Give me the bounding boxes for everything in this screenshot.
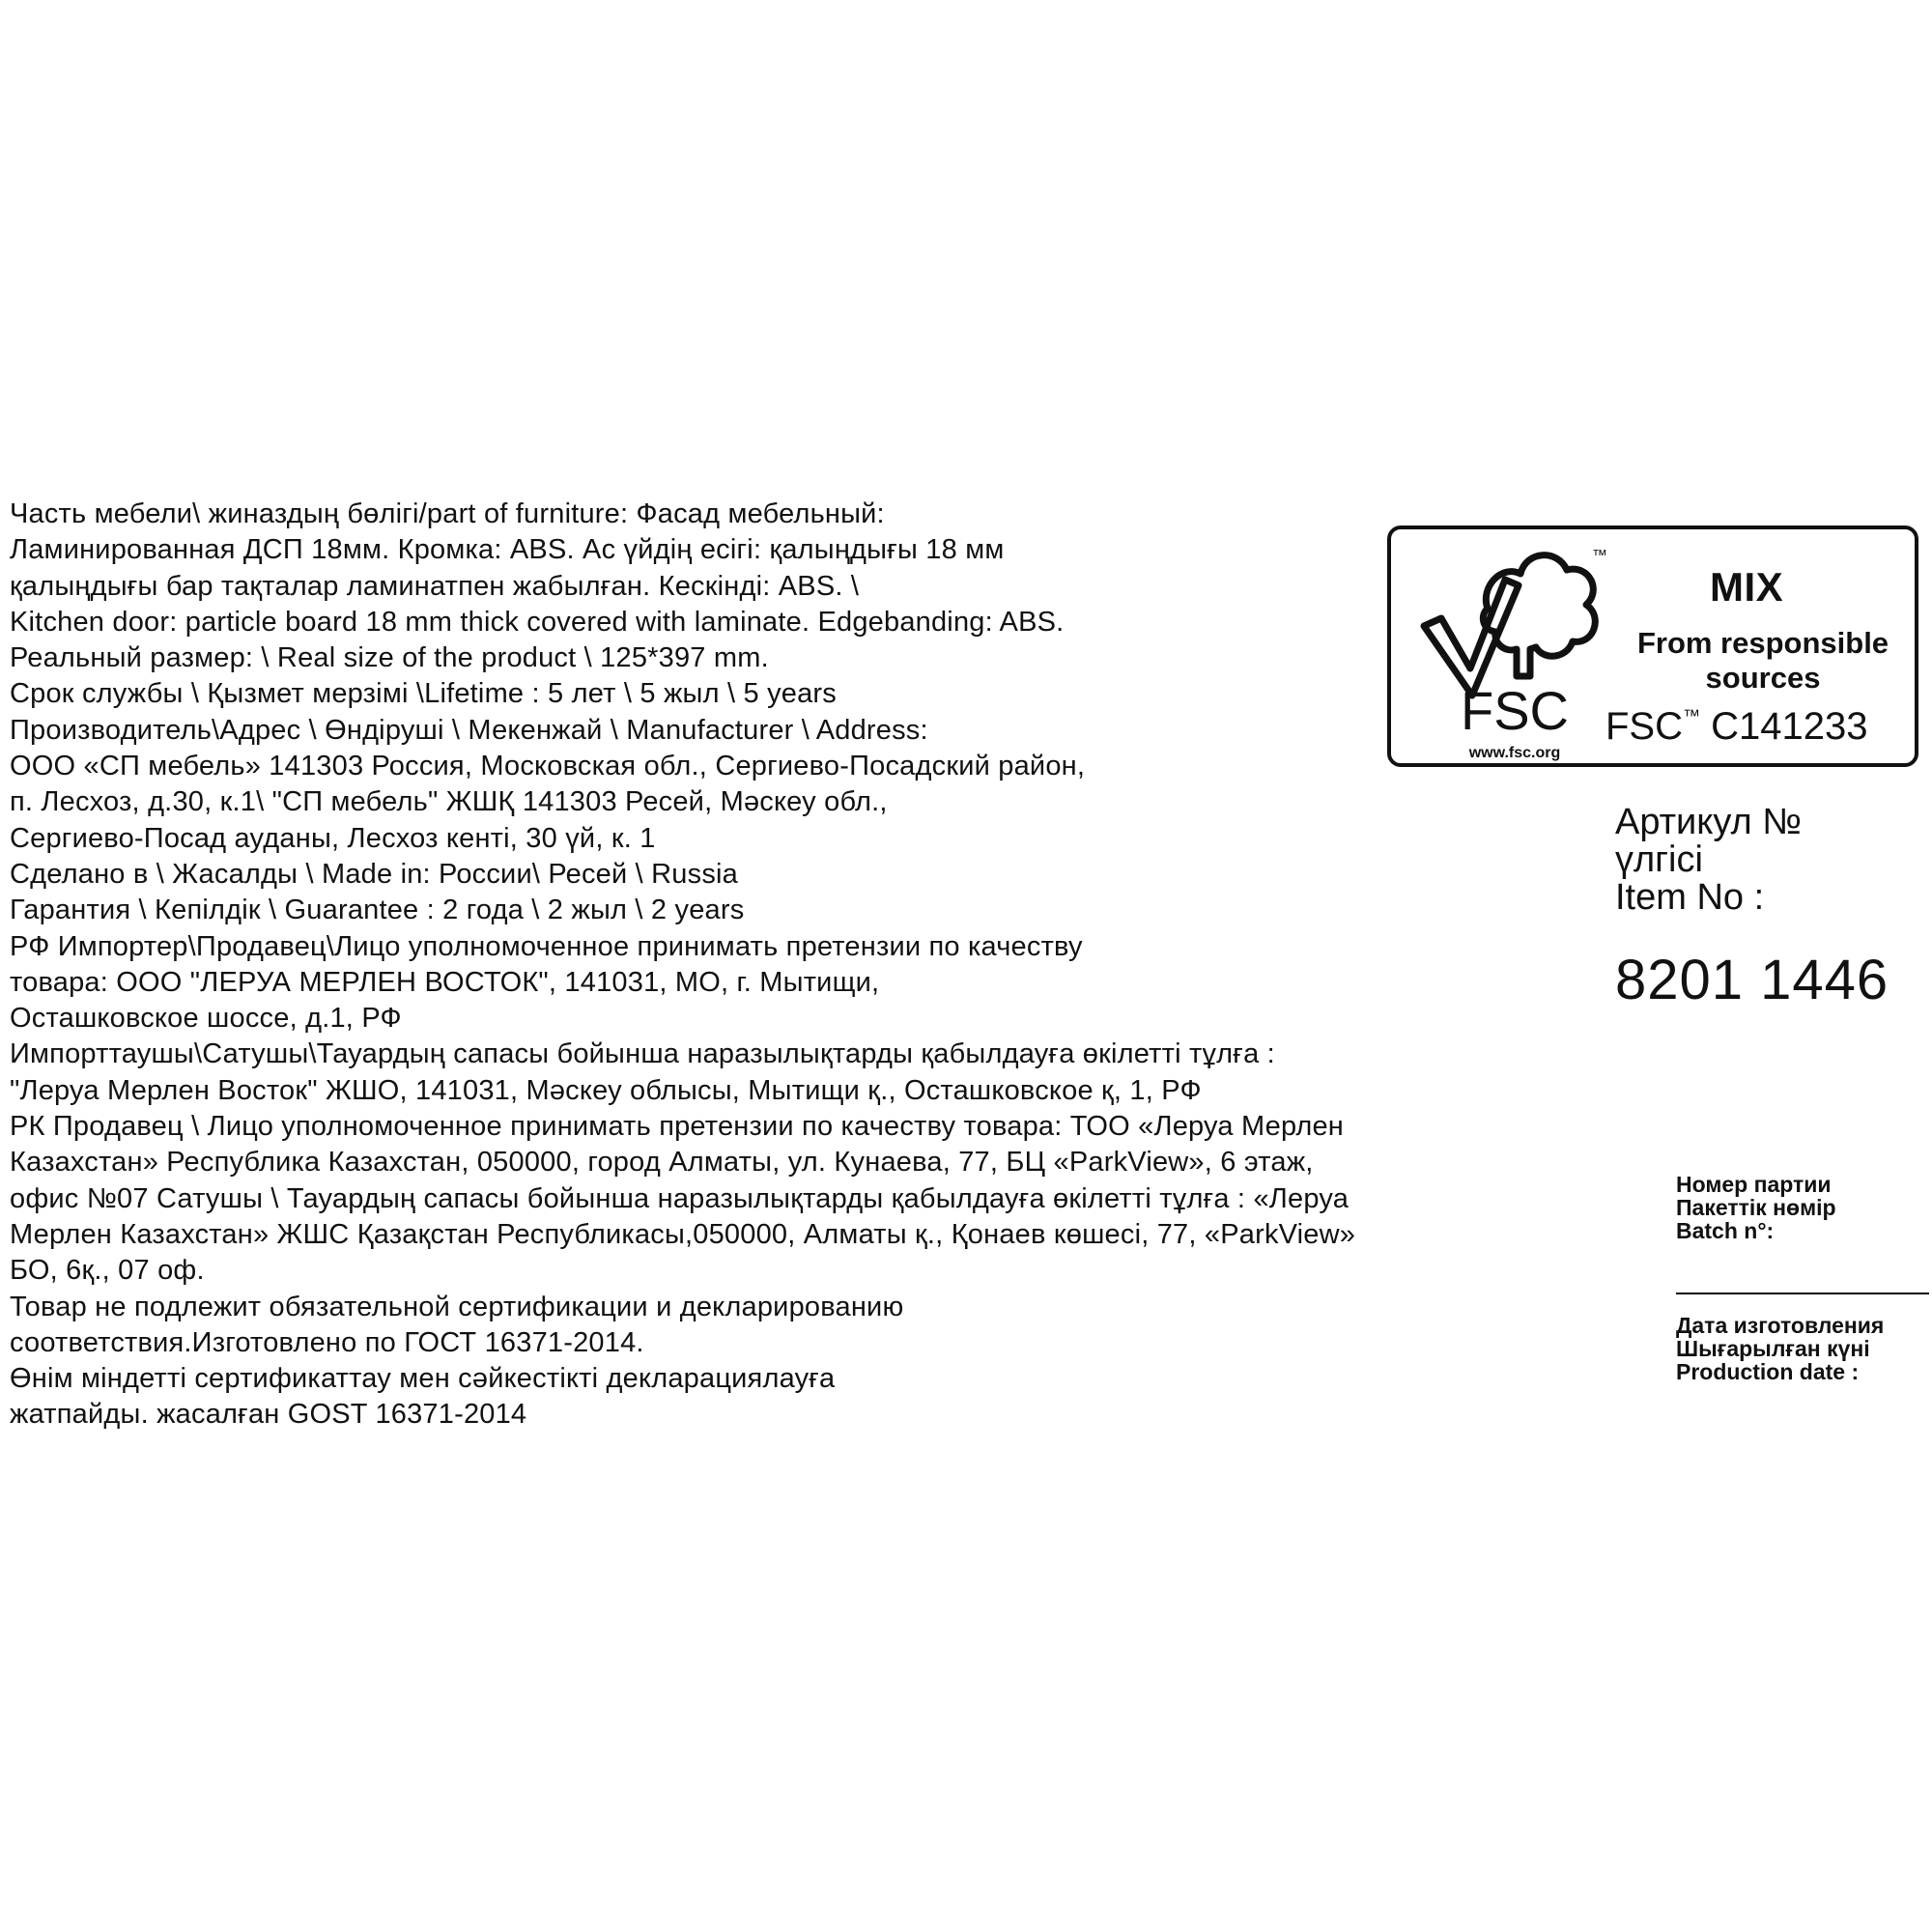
text-line: жатпайды. жасалған GOST 16371-2014 bbox=[10, 1399, 527, 1431]
text-line: Сделано в \ Жасалды \ Made in: России\ Ресей \ Russia bbox=[10, 858, 739, 890]
production-label-ru: Дата изготовления bbox=[1676, 1313, 1885, 1338]
text-line: Товар не подлежит обязательной сертификации и декларированию bbox=[10, 1291, 904, 1322]
item-label-ru: Артикул № bbox=[1615, 802, 1802, 842]
text-line: Мерлен Казахстан» ЖШС Қазақстан Республикасы,050000, Алматы қ., Қонаев көшесі, 77, «ParkView» bbox=[10, 1218, 1356, 1250]
text-line: "Леруа Мерлен Восток" ЖШО, 141031, Мәскеу облысы, Мытищи қ., Осташковское қ, 1, РФ bbox=[10, 1074, 1202, 1106]
text-line: РФ Импортер\Продавец\Лицо уполномоченное принимать претензии по качеству bbox=[10, 930, 1083, 962]
production-date-block bbox=[1676, 1314, 1884, 1383]
text-line: қалыңдығы бар тақталар ламинатпен жабылған. Кескінді: ABS. \ bbox=[10, 570, 860, 602]
production-label-en: Production date : bbox=[1676, 1359, 1860, 1384]
text-line: Kitchen door: particle board 18 mm thick covered with laminate. Edgebanding: ABS. bbox=[10, 606, 1065, 638]
fsc-claim: From responsible sources bbox=[1636, 626, 1889, 695]
fsc-license-code bbox=[1605, 705, 1868, 749]
fsc-license-number: C141233 bbox=[1711, 705, 1868, 748]
fsc-website: www.fsc.org bbox=[1468, 745, 1561, 761]
production-label-kz: Шығарылған күні bbox=[1676, 1336, 1870, 1361]
text-line: Реальный размер: \ Real size of the product \ 125*397 mm. bbox=[10, 642, 769, 674]
batch-label-en: Batch n°: bbox=[1676, 1218, 1775, 1243]
item-number: 8201 1446 bbox=[1615, 949, 1889, 1011]
batch-underline bbox=[1676, 1293, 1929, 1294]
batch-label-ru: Номер партии bbox=[1676, 1172, 1832, 1197]
fsc-license-trademark: ™ bbox=[1683, 706, 1700, 725]
text-line: РК Продавец \ Лицо уполномоченное принимать претензии по качеству товара: ТОО «Леруа Мерлен bbox=[10, 1111, 1345, 1143]
text-line: п. Лесхоз, д.30, к.1\ "СП мебель" ЖШҚ 141303 Ресей, Мәскеу обл., bbox=[10, 786, 888, 818]
batch-label-kz: Пакеттік нөмір bbox=[1676, 1195, 1836, 1220]
text-line: БО, 6қ., 07 оф. bbox=[10, 1255, 205, 1287]
fsc-tree-checkmark-icon bbox=[1412, 541, 1605, 763]
fsc-certification-box bbox=[1387, 526, 1918, 767]
text-line: Срок службы \ Қызмет мерзімі \Lifetime : 5 лет \ 5 жыл \ 5 years bbox=[10, 678, 837, 710]
text-line: офис №07 Сатушы \ Тауардың сапасы бойынша наразылықтарды қабылдауға өкілетті тұлға : «Леруа bbox=[10, 1182, 1350, 1214]
text-line: Производитель\Адрес \ Өндіруші \ Мекенжай \ Manufacturer \ Address: bbox=[10, 714, 928, 746]
text-line: Гарантия \ Кепілдік \ Guarantee : 2 года \ 2 жыл \ 2 years bbox=[10, 895, 745, 926]
text-line: товара: ООО "ЛЕРУА МЕРЛЕН ВОСТОК", 141031, МО, г. Мытищи, bbox=[10, 966, 880, 998]
text-line: Ламинированная ДСП 18мм. Кромка: ABS. Ас үйдің есігі: қалыңдығы 18 мм bbox=[10, 534, 1005, 566]
text-line: Өнім міндетті сертификаттау мен сәйкестікті декларациялауға bbox=[10, 1363, 836, 1395]
text-line: Часть мебели\ жиназдың бөлігі/part of furniture: Фасад мебельный: bbox=[10, 498, 885, 529]
text-line: Импорттаушы\Сатушы\Тауардың сапасы бойынша наразылықтарды қабылдауға өкілетті тұлға : bbox=[10, 1038, 1275, 1070]
fsc-logo-trademark: ™ bbox=[1592, 548, 1607, 564]
text-line: Казахстан» Республика Казахстан, 050000, город Алматы, ул. Кунаева, 77, БЦ «ParkView», 6 этаж, bbox=[10, 1147, 1314, 1179]
item-label-en: Item No : bbox=[1615, 877, 1765, 918]
text-line: Сергиево-Посад ауданы, Лесхоз кенті, 30 үй, к. 1 bbox=[10, 822, 656, 854]
item-number-block bbox=[1615, 804, 1889, 1012]
fsc-license-prefix: FSC bbox=[1605, 705, 1683, 748]
text-line: Осташковское шоссе, д.1, РФ bbox=[10, 1003, 402, 1035]
text-line: ООО «СП мебель» 141303 Россия, Московская обл., Сергиево-Посадский район, bbox=[10, 751, 1086, 782]
batch-number-block bbox=[1676, 1173, 1836, 1242]
fsc-mix-label: MIX bbox=[1710, 564, 1784, 610]
text-line: соответствия.Изготовлено по ГОСТ 16371-2014. bbox=[10, 1326, 644, 1358]
fsc-logo-text: FSC bbox=[1461, 680, 1569, 741]
item-label-kz: үлгісі bbox=[1615, 839, 1703, 880]
